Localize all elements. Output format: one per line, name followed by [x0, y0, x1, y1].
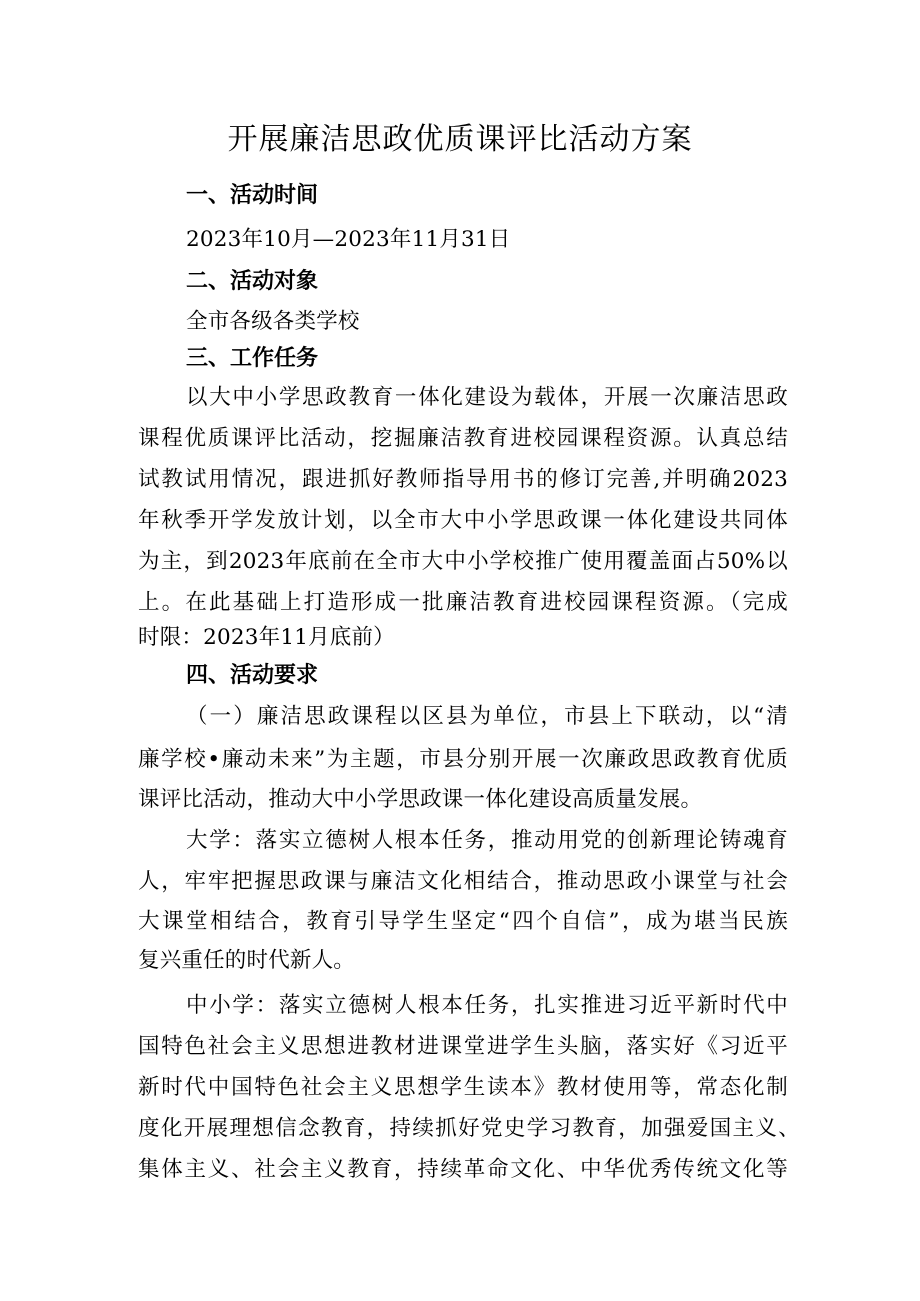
tasks-line: 试教试用情况，跟进抓好教师指导用书的修订完善,并明确2023	[138, 467, 788, 492]
requirements-line: （一）廉洁思政课程以区县为单位，市县上下联动，以“清	[186, 704, 788, 729]
section-text-target: 全市各级各类学校	[186, 309, 360, 334]
tasks-line: 课程优质课评比活动，挖掘廉洁教育进校园课程资源。认真总结	[138, 426, 788, 451]
section-heading-tasks: 三、工作任务	[186, 346, 319, 371]
requirements-line: 廉学校•廉动未来”为主题，市县分别开展一次廉政思政教育优质	[138, 747, 788, 772]
school-line: 新时代中国特色社会主义思想学生读本》教材使用等，常态化制	[138, 1075, 788, 1100]
university-line: 大学：落实立德树人根本任务，推动用党的创新理论铸魂育	[186, 828, 788, 853]
tasks-line: 以大中小学思政教育一体化建设为载体，开展一次廉洁思政	[186, 385, 788, 410]
university-line: 人，牢牢把握思政课与廉洁文化相结合，推动思政小课堂与社会	[138, 869, 788, 894]
section-heading-target: 二、活动对象	[186, 269, 319, 294]
requirements-line: 课评比活动，推动大中小学思政课一体化建设高质量发展。	[138, 787, 703, 812]
school-line: 度化开展理想信念教育，持续抓好党史学习教育，加强爱国主义、	[138, 1116, 800, 1141]
tasks-line: 为主，到2023年底前在全市大中小学校推广使用覆盖面占50%以	[138, 549, 788, 574]
section-heading-requirements: 四、活动要求	[186, 663, 319, 688]
section-heading-time: 一、活动时间	[186, 183, 319, 208]
university-line: 大课堂相结合，教育引导学生坚定“四个自信”，成为堪当民族	[138, 909, 788, 934]
document-title: 开展廉洁思政优质课评比活动方案	[227, 122, 693, 157]
school-line: 国特色社会主义思想进教材进课堂进学生头脑，落实好《习近平	[138, 1034, 788, 1059]
tasks-line: 年秋季开学发放计划，以全市大中小学思政课一体化建设共同体	[138, 508, 788, 533]
tasks-line: 上。在此基础上打造形成一批廉洁教育进校园课程资源。（完成	[138, 590, 788, 615]
school-line: 集体主义、社会主义教育，持续革命文化、中华优秀传统文化等	[138, 1157, 788, 1182]
tasks-line: 时限：2023年11月底前）	[138, 625, 395, 650]
university-line: 复兴重任的时代新人。	[138, 948, 356, 973]
school-line: 中小学：落实立德树人根本任务，扎实推进习近平新时代中	[186, 993, 788, 1018]
section-text-time: 2023年10月—2023年11月31日	[186, 227, 511, 252]
